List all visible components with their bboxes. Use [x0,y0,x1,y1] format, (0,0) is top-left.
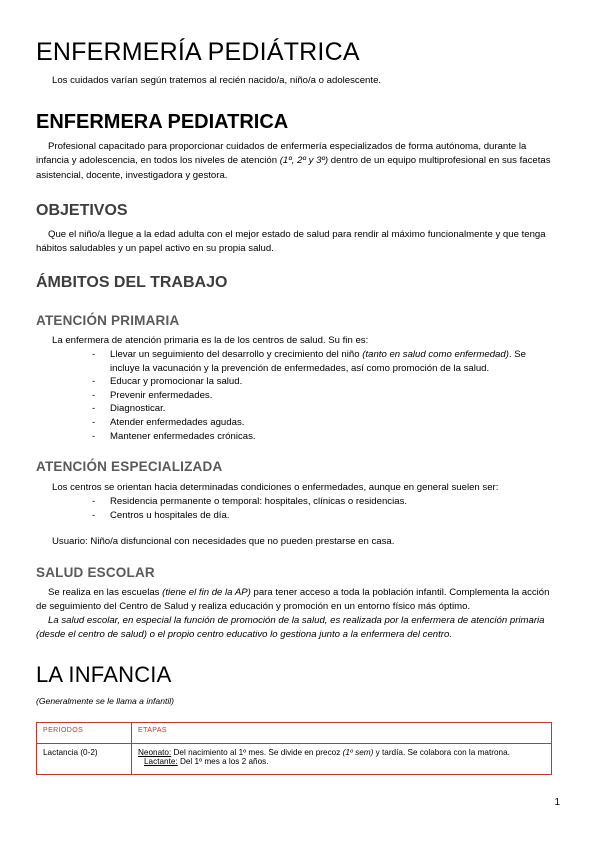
list-item: - Centros u hospitales de día. [92,509,547,523]
page-number: 1 [554,797,560,808]
header-periodos: PERIODOS [37,723,132,744]
heading-objetivos: OBJETIVOS [36,202,128,219]
heading-ambitos: ÁMBITOS DEL TRABAJO [36,274,228,291]
list-item: - Llevar un seguimiento del desarrollo y crecimiento del niño (tanto en salud como enfermedad). Se incluye la vacunación y la prevención de enfermedades, así como promoción de la salud. [92,348,547,375]
table-row [37,744,552,775]
usuario-text: Usuario: Niño/a disfuncional con necesidades que no pueden prestarse en casa. [52,536,395,547]
objetivos-text: Que el niño/a llegue a la edad adulta con el mejor estado de salud para rendir al máximo funcionalmente y que tenga hábitos saludables y un papel activo en su propia salud. [36,229,546,255]
list-item: - Mantener enfermedades crónicas. [92,430,547,444]
enfermera-text: Profesional capacitado para proporcionar cuidados de enfermería especializados de forma autónoma, durante la infancia y adolescencia, en todos los niveles de atención (1º, 2º y 3º) dentro de un equipo multiprofesional en sus facetas asistencial, docente, investigadora y gestora. [36,141,551,181]
heading-la-infancia: LA INFANCIA [36,662,172,687]
periods-table [36,722,552,775]
page-title: ENFERMERÍA PEDIÁTRICA [36,38,360,66]
infancia-note: (Generalmente se le llama a infantil) [36,696,175,706]
list-item: - Residencia permanente o temporal: hospitales, clínicas o residencias. [92,495,547,509]
especializada-list [92,495,547,522]
header-etapas: ETAPAS [132,723,552,744]
escolar-text: Se realiza en las escuelas (tiene el fin de la AP) para tener acceso a toda la población infantil. Complementa la acción de seguimiento del Centro de Salud y realiza educación y promoción en un entorno físico más óptimo. [36,587,550,613]
heading-atencion-primaria: ATENCIÓN PRIMARIA [36,313,180,328]
cell-etapas [132,744,552,775]
primaria-list [92,348,547,443]
table-header-row [37,723,552,744]
heading-salud-escolar: SALUD ESCOLAR [36,565,155,580]
list-item: - Diagnosticar. [92,402,547,416]
intro-text: Los cuidados varían según tratemos al recién nacido/a, niño/a o adolescente. [52,75,382,86]
list-item: - Atender enfermedades agudas. [92,416,547,430]
especializada-text: Los centros se orientan hacia determinadas condiciones o enfermedades, aunque en general suelen ser: [52,482,499,493]
heading-atencion-especializada: ATENCIÓN ESPECIALIZADA [36,459,223,474]
etapa-neonato: Neonato: Del nacimiento al 1º mes. Se divide en precoz (1º sem) y tardía. Se colabora con la matrona. [138,748,510,757]
primaria-text: La enfermera de atención primaria es la de los centros de salud. Su fin es: [52,335,369,346]
cell-periodo: Lactancia (0-2) [37,744,132,775]
heading-enfermera: ENFERMERA PEDIATRICA [36,111,289,133]
list-item: - Educar y promocionar la salud. [92,375,547,389]
etapa-lactante: Lactante: Del 1º mes a los 2 años. [144,757,269,766]
escolar-note: La salud escolar, en especial la función de promoción de la salud, es realizada por la enfermera de atención primaria (desde el centro de salud) o el propio centro educativo lo gestiona junto a la enfermera del centro. [36,615,545,641]
list-item: - Prevenir enfermedades. [92,389,547,403]
